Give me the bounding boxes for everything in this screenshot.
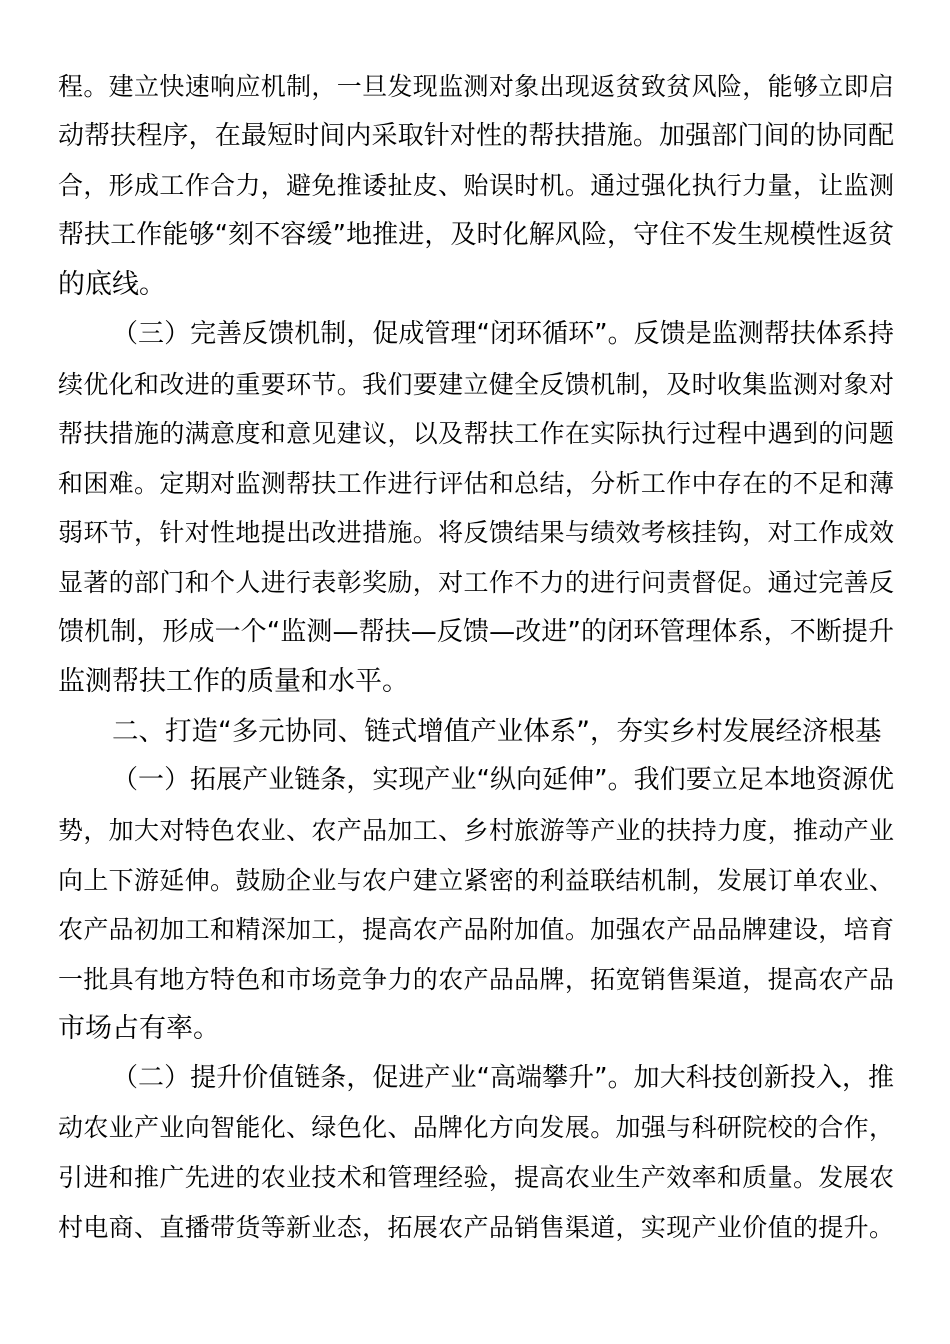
text-line: 程。建立快速响应机制，一旦发现监测对象出现返贫致贫风险，能够立即启 [58,72,894,101]
text-line: 显著的部门和个人进行表彰奖励，对工作不力的进行问责督促。通过完善反 [58,567,894,597]
text-line: 帮扶工作能够“刻不容缓”地推进，及时化解风险，守住不发生规模性返贫 [58,219,894,250]
text-line: 动农业产业向智能化、绿色化、品牌化方向发展。加强与科研院校的合作， [58,1113,894,1143]
text-line: （一）拓展产业链条，实现产业“纵向延伸”。我们要立足本地资源优 [112,765,894,796]
text-line: 续优化和改进的重要环节。我们要建立健全反馈机制，及时收集监测对象对 [58,369,894,399]
heading-line: 二、打造“多元协同、链式增值产业体系”，夯实乡村发展经济根基 [112,715,882,747]
text-line: 和困难。定期对监测帮扶工作进行评估和总结，分析工作中存在的不足和薄 [58,468,894,498]
text-line: 合，形成工作合力，避免推诿扯皮、贻误时机。通过强化执行力量，让监测 [58,171,894,201]
text-line: 的底线。 [58,269,166,301]
text-line: （三）完善反馈机制，促成管理“闭环循环”。反馈是监测帮扶体系持 [112,318,894,349]
text-line: 弱环节，针对性地提出改进措施。将反馈结果与绩效考核挂钩，对工作成效 [58,518,894,548]
text-line: 帮扶措施的满意度和意见建议，以及帮扶工作在实际执行过程中遇到的问题 [58,419,894,449]
paragraph-feedback-mechanism [58,310,894,707]
text-line: 动帮扶程序，在最短时间内采取针对性的帮扶措施。加强部门间的协同配 [58,120,894,151]
text-line: 引进和推广先进的农业技术和管理经验，提高农业生产效率和质量。发展农 [58,1163,894,1193]
text-line: 一批具有地方特色和市场竞争力的农产品品牌，拓宽销售渠道，提高农产品 [58,964,894,994]
text-line: 监测帮扶工作的质量和水平。 [58,666,409,698]
text-line: （二）提升价值链条，促进产业“高端攀升”。加大科技创新投入，推 [112,1062,894,1093]
paragraph-industry-chain [58,756,894,1054]
text-line: 馈机制，形成一个“监测—帮扶—反馈—改进”的闭环管理体系，不断提升 [58,616,894,647]
paragraph-value-chain [58,1054,894,1252]
text-line: 势，加大对特色农业、农产品加工、乡村旅游等产业的扶持力度，推动产业 [58,815,894,845]
paragraph-continuation [58,62,894,310]
text-line: 市场占有率。 [58,1013,220,1045]
text-line: 农产品初加工和精深加工，提高农产品附加值。加强农产品品牌建设，培育 [58,915,894,945]
section-heading [58,707,894,757]
text-line: 村电商、直播带货等新业态，拓展农产品销售渠道，实现产业价值的提升。 [58,1212,894,1242]
document-page [58,62,894,1252]
text-line: 向上下游延伸。鼓励企业与农户建立紧密的利益联结机制，发展订单农业、 [58,865,894,895]
